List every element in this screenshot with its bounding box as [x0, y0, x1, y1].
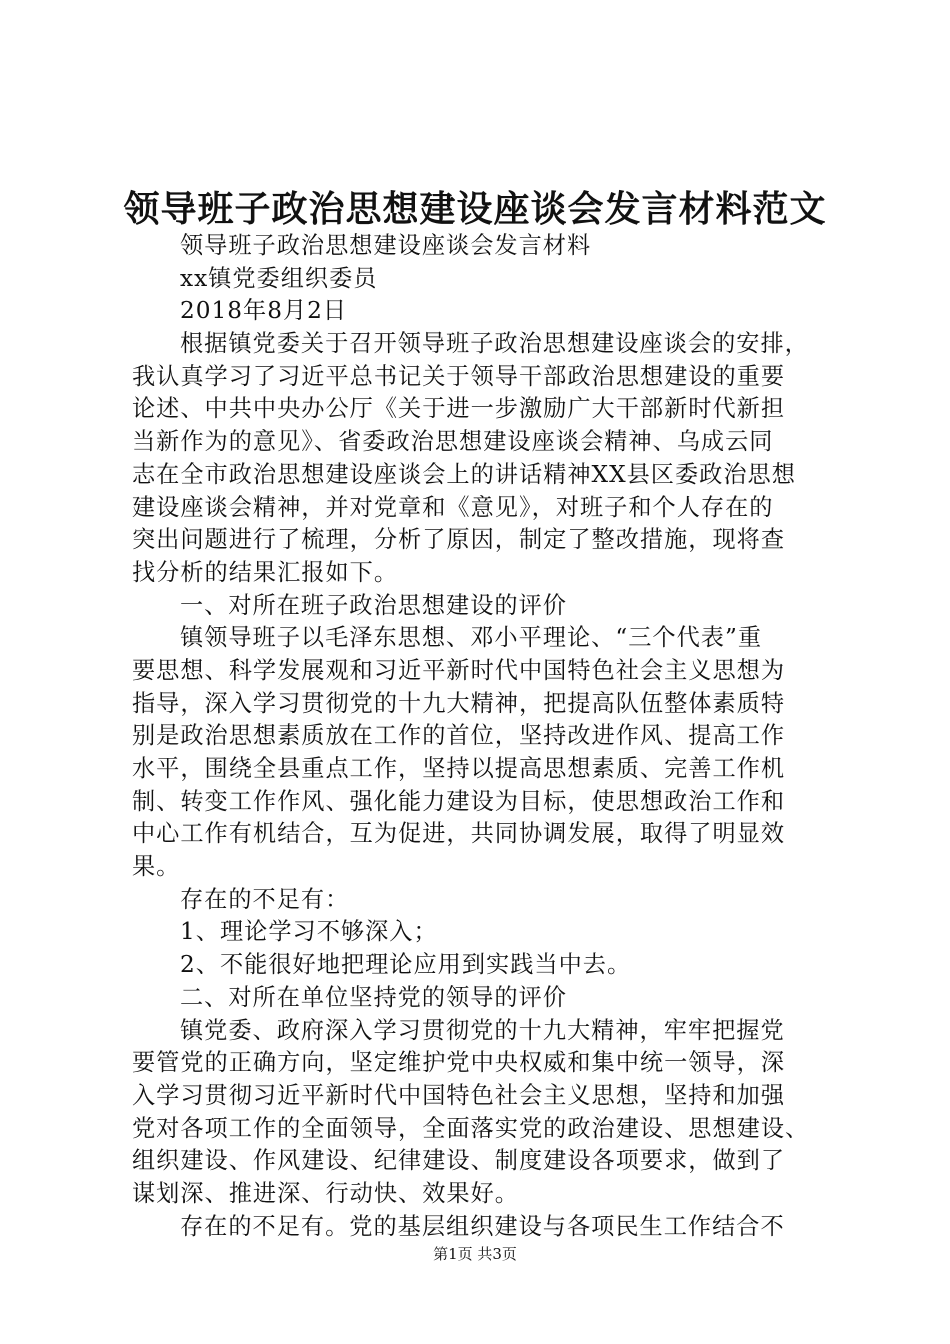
text-line: 建设座谈会精神，并对党章和《意见》，对班子和个人存在的: [132, 493, 774, 521]
text-line: 我认真学习了习近平总书记关于领导干部政治思想建设的重要: [132, 362, 786, 390]
document-body: [132, 230, 852, 1243]
text-line: 要思想、科学发展观和习近平新时代中国特色社会主义思想为: [132, 656, 786, 684]
text-line: 制、转变工作作风、强化能力建设为目标，使思想政治工作和: [132, 787, 786, 815]
text-line: 2、不能很好地把理论应用到实践当中去。: [180, 951, 632, 979]
text-line: 找分析的结果汇报如下。: [132, 558, 399, 586]
text-line: 根据镇党委关于召开领导班子政治思想建设座谈会的安排，: [180, 330, 809, 358]
text-line: 存在的不足有：: [180, 885, 350, 913]
text-line: 水平，围绕全县重点工作，坚持以提高思想素质、完善工作机: [132, 755, 786, 782]
text-line: 中心工作有机结合，互为促进，共同协调发展，取得了明显效: [132, 820, 786, 848]
text-line: 二、对所在单位坚持党的领导的评价: [180, 983, 567, 1011]
document-title: 领导班子政治思想建设座谈会发言材料范文: [123, 188, 827, 230]
text-line: 镇党委、政府深入学习贯彻党的十九大精神，牢牢把握党: [180, 1016, 785, 1044]
text-line: 论述、中共中央办公厅《关于进一步激励广大干部新时代新担: [132, 395, 786, 423]
page-footer: 第1页 共3页: [433, 1245, 517, 1263]
text-line: 入学习贯彻习近平新时代中国特色社会主义思想，坚持和加强: [132, 1081, 786, 1109]
text-line: 领导班子政治思想建设座谈会发言材料: [180, 232, 592, 259]
text-line: xx镇党委组织委员: [180, 264, 378, 292]
text-line: 志在全市政治思想建设座谈会上的讲话精神XX县区委政治思想: [132, 460, 796, 488]
text-line: 指导，深入学习贯彻党的十九大精神，把提高队伍整体素质特: [132, 689, 786, 717]
text-line: 镇领导班子以毛泽东思想、邓小平理论、“三个代表”重: [180, 624, 763, 652]
text-line: 当新作为的意见》、省委政治思想建设座谈会精神、乌成云同: [132, 428, 774, 456]
text-line: 1、理论学习不够深入；: [180, 918, 438, 946]
text-line: 存在的不足有。党的基层组织建设与各项民生工作结合不: [180, 1212, 785, 1240]
text-line: 别是政治思想素质放在工作的首位，坚持改进作风、提高工作: [132, 722, 786, 750]
text-line: 2018年8月2日: [180, 297, 348, 325]
text-line: 要管党的正确方向，坚定维护党中央权威和集中统一领导，深: [132, 1049, 786, 1077]
text-line: 突出问题进行了梳理，分析了原因，制定了整改措施，现将查: [132, 526, 786, 554]
text-line: 谋划深、推进深、行动快、效果好。: [132, 1179, 519, 1207]
text-line: 一、对所在班子政治思想建设的评价: [180, 591, 567, 619]
text-line: 组织建设、作风建设、纪律建设、制度建设各项要求，做到了: [132, 1147, 786, 1175]
text-line: 果。: [132, 853, 181, 881]
text-line: 党对各项工作的全面领导，全面落实党的政治建设、思想建设、: [132, 1114, 810, 1142]
